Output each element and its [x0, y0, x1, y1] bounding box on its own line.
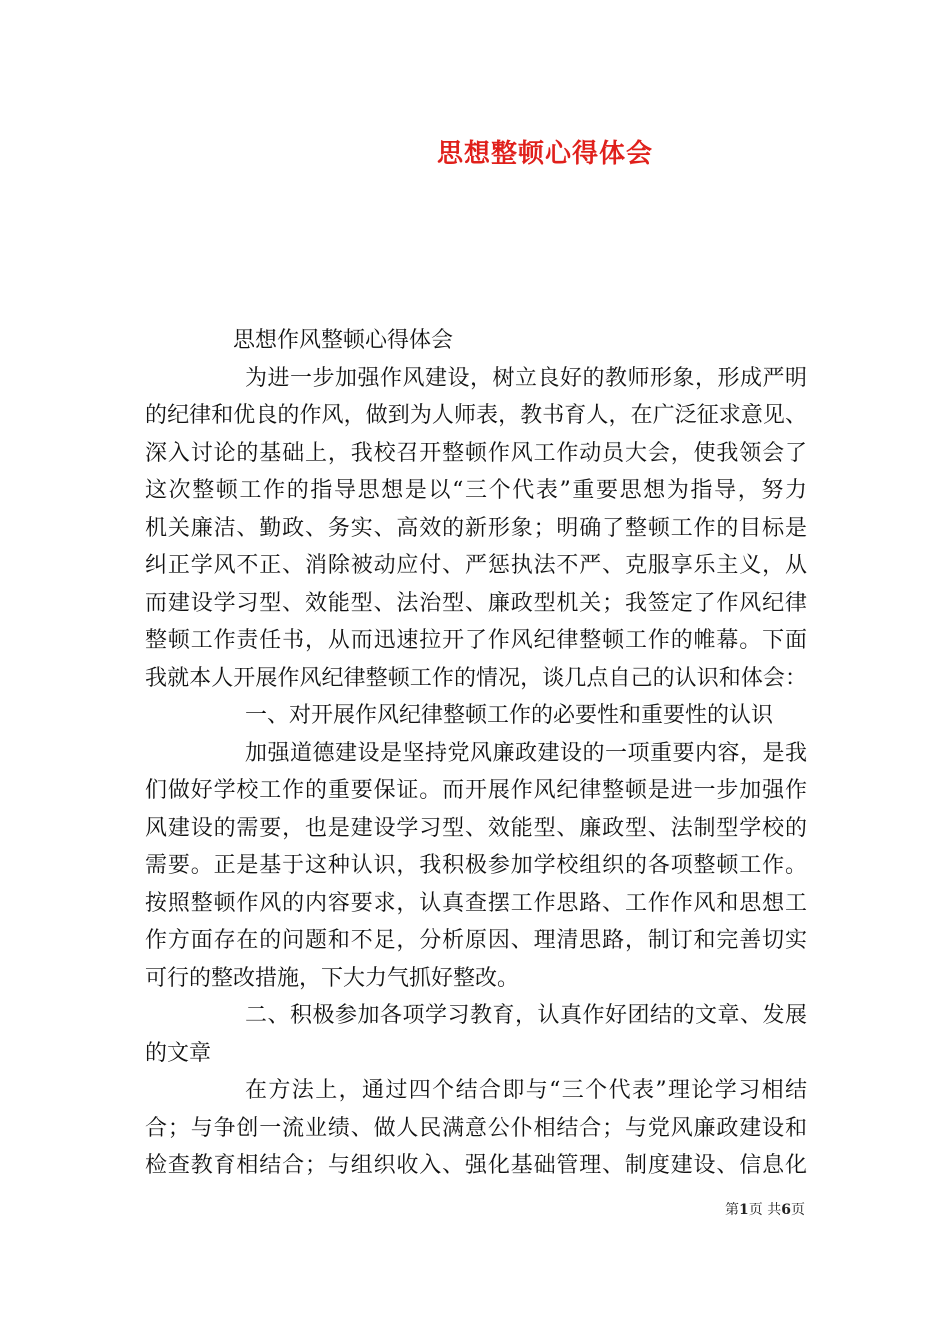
text-line: 们做好学校工作的重要保证。而开展作风纪律整顿是进一步加强作	[145, 778, 807, 803]
text-line: 的文章	[145, 1040, 212, 1066]
document-body	[145, 322, 807, 1185]
text-line: 一、对开展作风纪律整顿工作的必要性和重要性的认识	[245, 703, 774, 728]
footer-suffix: 页	[791, 1202, 805, 1218]
text-line: 深入讨论的基础上，我校召开整顿作风工作动员大会，使我领会了	[145, 440, 807, 466]
text-line: 风建设的需要，也是建设学习型、效能型、廉政型、法制型学校的	[145, 815, 807, 841]
text-line: 可行的整改措施，下大力气抓好整改。	[145, 965, 520, 991]
footer-prefix: 第	[725, 1202, 740, 1218]
text-line: 加强道德建设是坚持党风廉政建设的一项重要内容，是我	[245, 740, 807, 766]
text-line: 这次整顿工作的指导思想是以“三个代表”重要思想为指导，努力	[145, 478, 807, 503]
text-line: 为进一步加强作风建设，树立良好的教师形象，形成严明	[245, 365, 807, 391]
footer-middle: 页 共	[748, 1202, 782, 1218]
text-line: 纠正学风不正、消除被动应付、严惩执法不严、克服享乐主义，从	[145, 553, 807, 578]
page-footer	[725, 1199, 805, 1219]
text-line: 在方法上，通过四个结合即与“三个代表”理论学习相结	[245, 1078, 807, 1103]
text-line: 的纪律和优良的作风，做到为人师表，教书育人，在广泛征求意见、	[145, 403, 807, 428]
text-line: 二、积极参加各项学习教育，认真作好团结的文章、发展	[245, 1003, 807, 1028]
text-line: 按照整顿作风的内容要求，认真查摆工作思路、工作作风和思想工	[145, 890, 807, 916]
text-line: 思想作风整顿心得体会	[233, 328, 454, 353]
text-line: 而建设学习型、效能型、法治型、廉政型机关；我签定了作风纪律	[145, 590, 807, 616]
text-line: 我就本人开展作风纪律整顿工作的情况，谈几点自己的认识和体会：	[145, 665, 807, 691]
text-line: 作方面存在的问题和不足，分析原因、理清思路，制订和完善切实	[145, 928, 807, 953]
document-title: 思想整顿心得体会	[436, 139, 653, 169]
text-line: 合；与争创一流业绩、做人民满意公仆相结合；与党风廉政建设和	[145, 1115, 807, 1141]
text-line: 整顿工作责任书，从而迅速拉开了作风纪律整顿工作的帷幕。下面	[145, 628, 807, 653]
text-line: 机关廉洁、勤政、务实、高效的新形象；明确了整顿工作的目标是	[145, 515, 807, 541]
footer-total-pages: 6	[781, 1202, 791, 1218]
text-line: 检查教育相结合；与组织收入、强化基础管理、制度建设、信息化	[145, 1153, 807, 1178]
text-line: 需要。正是基于这种认识，我积极参加学校组织的各项整顿工作。	[145, 853, 807, 878]
footer-page-number: 1	[739, 1202, 749, 1218]
